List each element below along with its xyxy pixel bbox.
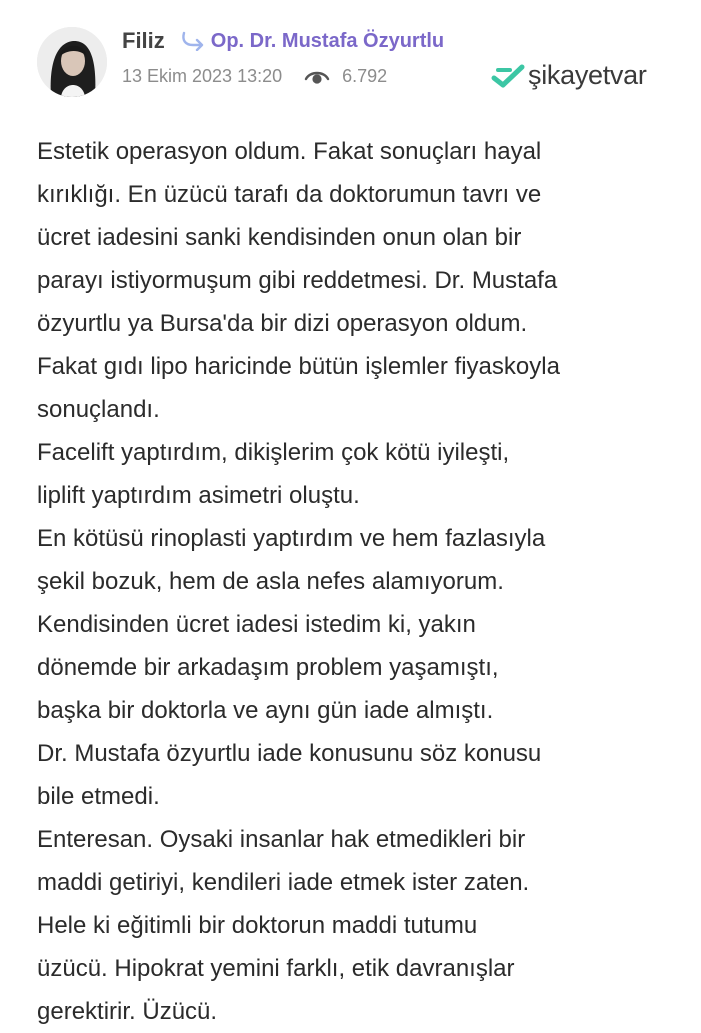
eye-icon	[304, 68, 330, 86]
complaint-line: Fakat gıdı lipo haricinde bütün işlemler fiyaskoyla	[37, 353, 560, 380]
complaint-line: Facelift yaptırdım, dikişlerim çok kötü iyileşti,	[37, 439, 510, 466]
complaint-line: şekil bozuk, hem de asla nefes alamıyorum.	[37, 568, 504, 595]
complaint-line: başka bir doktorla ve aynı gün iade almıştı.	[37, 697, 494, 724]
complaint-line: liplift yaptırdım asimetri oluştu.	[37, 482, 360, 509]
complaint-header	[0, 0, 701, 120]
complaint-body	[37, 130, 687, 1033]
complaint-line: Dr. Mustafa özyurtlu iade konusunu söz konusu	[37, 740, 542, 767]
user-name[interactable]: Filiz	[122, 28, 165, 53]
complaint-line: dönemde bir arkadaşım problem yaşamıştı,	[37, 654, 499, 681]
sikayetvar-logo-icon	[490, 61, 526, 91]
brand-name: şikayetvar	[528, 60, 647, 90]
avatar[interactable]	[37, 27, 107, 97]
complaint-date: 13 Ekim 2023 13:20	[122, 66, 283, 86]
complaint-line: ücret iadesini sanki kendisinden onun olan bir	[37, 224, 522, 251]
complaint-line: En kötüsü rinoplasti yaptırdım ve hem fazlasıyla	[37, 525, 546, 552]
complaint-line: maddi getiriyi, kendileri iade etmek ister zaten.	[37, 869, 530, 896]
complaint-line: bile etmedi.	[37, 783, 160, 810]
company-link[interactable]: Op. Dr. Mustafa Özyurtlu	[210, 29, 445, 52]
complaint-line: sonuçlandı.	[37, 396, 160, 423]
author-row	[122, 28, 444, 54]
complaint-line: gerektirir. Üzücü.	[37, 998, 218, 1025]
complaint-line: kırıklığı. En üzücü tarafı da doktorumun tavrı ve	[37, 181, 542, 208]
complaint-line: üzücü. Hipokrat yemini farklı, etik davranışlar	[37, 955, 515, 982]
complaint-line: parayı istiyormuşum gibi reddetmesi. Dr. Mustafa	[37, 267, 558, 294]
complaint-line: özyurtlu ya Bursa'da bir dizi operasyon oldum.	[37, 310, 528, 337]
reply-arrow-icon	[179, 31, 205, 51]
view-count: 6.792	[342, 66, 388, 86]
avatar-image	[37, 27, 107, 97]
complaint-line: Kendisinden ücret iadesi istedim ki, yakın	[37, 611, 476, 638]
complaint-line: Hele ki eğitimli bir doktorun maddi tutumu	[37, 912, 478, 939]
sikayetvar-logo[interactable]	[490, 60, 647, 91]
meta-row	[122, 66, 387, 87]
complaint-line: Estetik operasyon oldum. Fakat sonuçları hayal	[37, 138, 542, 165]
complaint-line: Enteresan. Oysaki insanlar hak etmedikleri bir	[37, 826, 526, 853]
